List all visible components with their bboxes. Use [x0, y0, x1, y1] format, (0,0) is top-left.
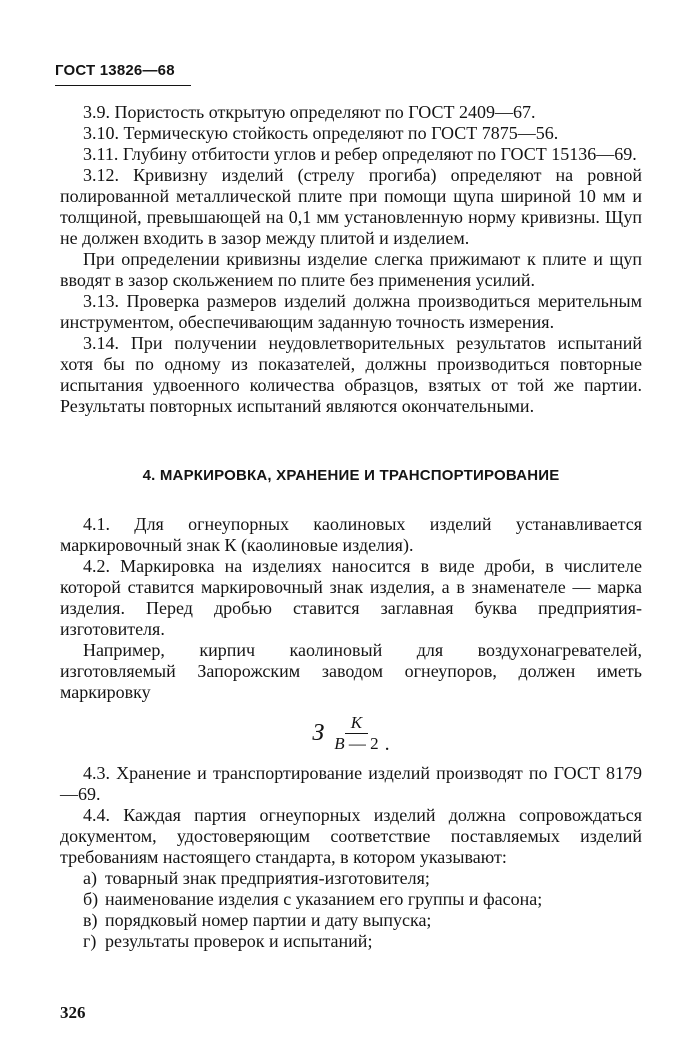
formula-denominator-rest: — 2	[344, 733, 379, 753]
paragraph-4-4: 4.4. Каждая партия огнеупорных изделий должна сопровождаться документом, удостоверяющим соответствие поставляемых изделий требованиям настоящего стандарта, в котором указывают:	[60, 805, 642, 867]
paragraph-3-14: 3.14. При получении неудовлетворительных результатов испытаний хотя бы по одному из показателей, должны производиться повторные испытания удвоенного количества образцов, взятых от той же партии. Результаты повторных испытаний являются окончательными.	[60, 333, 642, 416]
list-item	[83, 868, 642, 889]
list-item	[83, 931, 642, 952]
list-text: товарный знак предприятия-изготовителя;	[105, 868, 430, 888]
document-header: ГОСТ 13826—68	[55, 62, 191, 86]
paragraph-3-10: 3.10. Термическую стойкость определяют по ГОСТ 7875—56.	[83, 123, 559, 143]
formula-numerator: К	[345, 713, 368, 734]
page-number: 326	[60, 1003, 86, 1022]
paragraph-3-12: 3.12. Кривизну изделий (стрелу прогиба) определяют на ровной полированной металлической плите при помощи щупа шириной 10 мм и толщиной, превышающей на 0,1 мм установленную норму кривизны. Щуп не должен входить в зазор между плитой и изделием.	[60, 165, 642, 248]
formula-fraction	[330, 713, 382, 754]
list-text: порядковый номер партии и дату выпуска;	[105, 910, 432, 930]
paragraph-3-13: 3.13. Проверка размеров изделий должна производиться мерительным инструментом, обеспечивающим заданную точность измерения.	[60, 291, 642, 332]
formula-lead-letter: З	[312, 719, 325, 746]
marking-formula	[60, 709, 642, 757]
list-item	[83, 910, 642, 931]
list-marker: а)	[83, 868, 97, 888]
list-marker: в)	[83, 910, 98, 930]
formula-denominator	[330, 734, 382, 754]
list-text: результаты проверок и испытаний;	[105, 931, 373, 951]
formula-denominator-letter: В	[334, 733, 345, 753]
page-body	[60, 102, 642, 952]
formula-trail: .	[384, 733, 390, 755]
paragraph-3-9: 3.9. Пористость открытую определяют по ГОСТ 2409—67.	[83, 102, 536, 122]
list-marker: г)	[83, 931, 97, 951]
paragraph-4-2: 4.2. Маркировка на изделиях наносится в виде дроби, в числителе которой ставится маркировочный знак изделия, а в знаменателе — марка изделия. Перед дробью ставится заглавная буква предприятия-изготовителя.	[60, 556, 642, 639]
paragraph-3-11: 3.11. Глубину отбитости углов и ребер определяют по ГОСТ 15136—69.	[83, 144, 637, 164]
section-title: 4. МАРКИРОВКА, ХРАНЕНИЕ И ТРАНСПОРТИРОВАНИЕ	[142, 467, 560, 484]
paragraph-4-1: 4.1. Для огнеупорных каолиновых изделий устанавливается маркировочный знак К (каолиновые изделия).	[60, 514, 642, 555]
list-item	[83, 889, 642, 910]
list-text: наименование изделия с указанием его группы и фасона;	[105, 889, 543, 909]
paragraph-3-12-cont: При определении кривизны изделие слегка прижимают к плите и щуп вводят в зазор скольжением по плите без применения усилий.	[60, 249, 642, 290]
paragraph-example: Например, кирпич каолиновый для воздухонагревателей, изготовляемый Запорожским заводом огнеупоров, должен иметь маркировку	[60, 640, 642, 702]
list-marker: б)	[83, 889, 99, 909]
paragraph-4-3: 4.3. Хранение и транспортирование изделий производят по ГОСТ 8179—69.	[60, 763, 642, 804]
